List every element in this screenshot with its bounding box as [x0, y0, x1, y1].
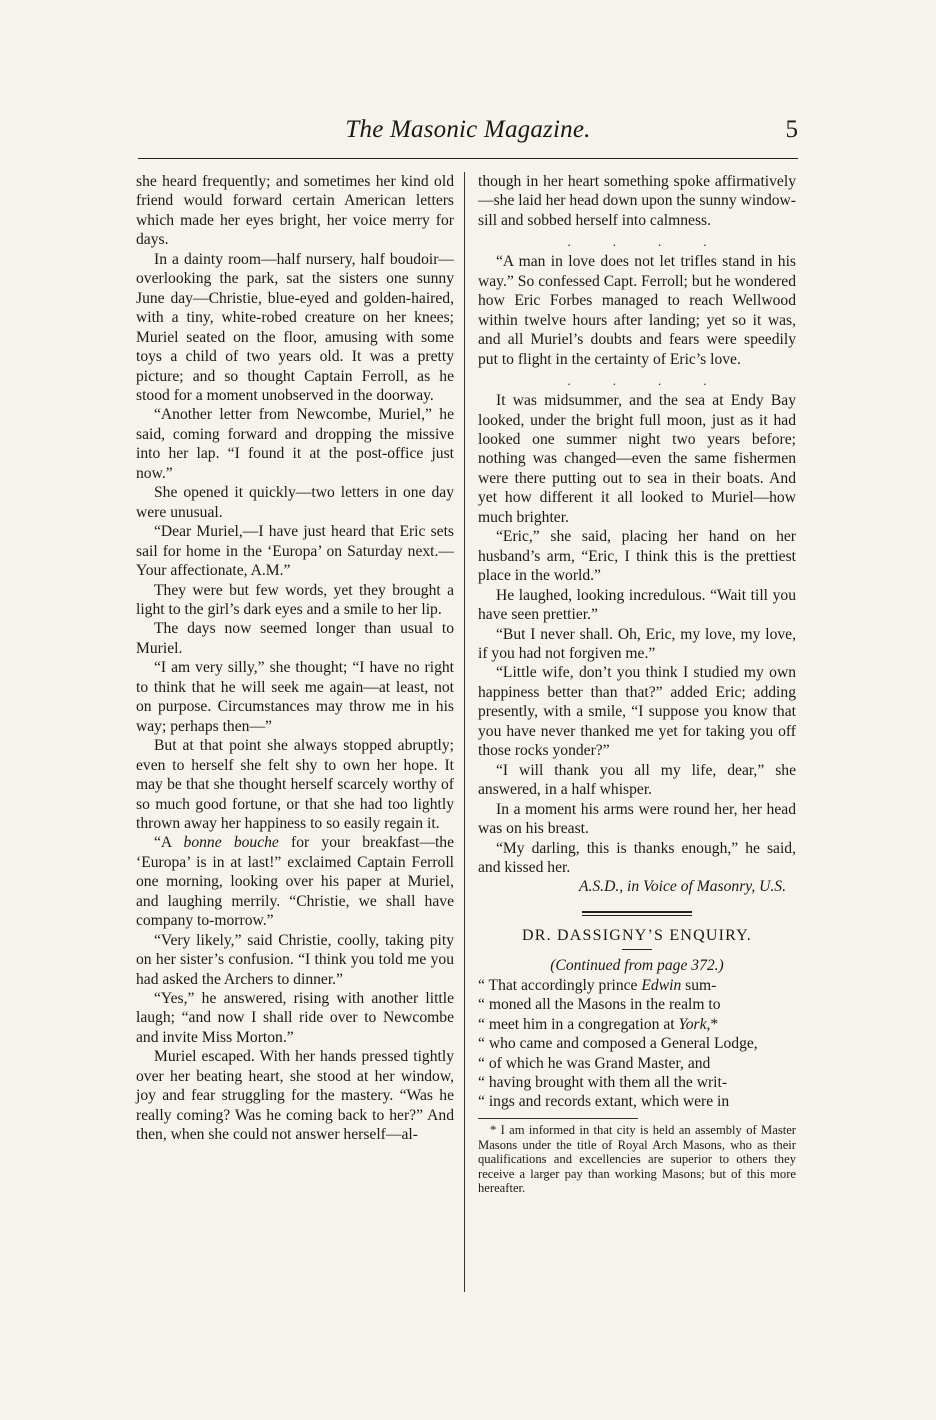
paragraph: It was midsummer, and the sea at Endy Bay looked, under the bright full moon, just as it had looked one summer night two years before; nothing was changed—even the same fishermen were there putting out to sea in their boats. And yet how different it all looked to Muriel—how much brighter. — [478, 392, 796, 526]
paragraph: she heard frequently; and sometimes her kind old friend would forward certain American letters which made her eyes bright, her voice merry for days. — [136, 173, 454, 249]
separator-dot: . — [658, 234, 662, 250]
footnote-rule — [478, 1118, 638, 1119]
separator-dot: . — [658, 373, 662, 389]
italic-phrase: bonne bouche — [183, 834, 279, 852]
paragraph: In a moment his arms were round her, her head was on his breast. — [478, 800, 796, 838]
paragraph: In a dainty room—half nursery, half boudoir—overlooking the park, sat the sisters one sunny June day—Christie, blue-eyed and golden-haired, with a tiny, white-robed creature on her knees; Muriel seated on the floor, amusing with some toys a child of two years old. It was a pretty picture; and so thought Captain Ferroll, as he stood for a moment unobserved in the doorway. — [136, 250, 454, 404]
signature-prefix: A.S.D., in — [578, 878, 644, 896]
section-rule — [582, 911, 692, 916]
separator-dot: . — [703, 234, 707, 250]
separator-dot: . — [567, 234, 571, 250]
heading-rule — [622, 949, 652, 950]
separator-dot: . — [567, 373, 571, 389]
quote-line: “ moned all the Masons in the realm to — [478, 996, 721, 1014]
quote-text: * — [710, 1015, 719, 1033]
quote-italic: York, — [678, 1015, 711, 1033]
quote-text: “ meet him in a congregation at — [478, 1015, 679, 1033]
paragraph: They were but few words, yet they brought a light to the girl’s dark eyes and a smile to her lip. — [136, 581, 454, 618]
quote-text: sum- — [681, 976, 717, 994]
paragraph: Muriel escaped. With her hands pressed tightly over her beating heart, she stood at her window, joy and fear struggling for the mastery. “Was he really coming? Was he coming back to her?” And then, when she could not answer herself—al- — [136, 1048, 454, 1144]
continued-note: (Continued from page 372.) — [550, 957, 724, 975]
paragraph: “But I never shall. Oh, Eric, my love, my love, if you had not forgiven me.” — [478, 625, 796, 662]
left-column — [136, 172, 454, 1145]
quote-line: “ of which he was Grand Master, and — [478, 1054, 711, 1072]
section-heading: DR. DASSIGNY’S ENQUIRY. — [522, 926, 752, 944]
quote-text: “ That accordingly prince — [478, 976, 642, 994]
right-column — [478, 172, 796, 1196]
paragraph: “A man in love does not let trifles stand in his way.” So confessed Capt. Ferroll; but he wondered how Eric Forbes managed to reach Wellwood within twelve hours after landing; yet so it was, and all Muriel’s doubts and fears were speedily put to flight in the certainty of Eric’s love. — [478, 253, 796, 368]
header-rule — [138, 158, 798, 159]
quote-line: “ ings and records extant, which were in — [478, 1093, 730, 1111]
quoted-passage — [478, 976, 796, 1112]
paragraph: The days now seemed longer than usual to Muriel. — [136, 620, 454, 657]
paragraph: though in her heart something spoke affirmatively—she laid her head down upon the sunny window-sill and sobbed herself into calmness. — [478, 173, 796, 229]
page-number: 5 — [785, 116, 798, 143]
paragraph: “Very likely,” said Christie, coolly, taking pity on her sister’s confusion. “I think you told me you had asked the Archers to dinner.” — [136, 931, 454, 988]
paragraph: “Dear Muriel,—I have just heard that Eric sets sail for home in the ‘Europa’ on Saturday next.—Your affectionate, A.M.” — [136, 523, 454, 580]
paragraph-bonne-bouche — [136, 833, 454, 930]
footnote-text: * I am informed in that city is held an assembly of Master Masons under the title of Royal Arch Masons, who as their qualifications and excellencies are superior to others they receive a larger pay than working Masons; but of this more hereafter. — [478, 1122, 796, 1196]
text-span: “A — [154, 834, 184, 852]
paragraph: He laughed, looking incredulous. “Wait till you have seen prettier.” — [478, 586, 796, 624]
running-title: The Masonic Magazine. — [345, 116, 591, 143]
paragraph: But at that point she always stopped abruptly; even to herself she felt shy to own her hope. It may be that she thought herself scarcely worthy of so much good fortune, or that she had too lightly thrown away her happiness to so easily regain it. — [136, 737, 454, 832]
column-divider — [464, 172, 465, 1292]
quote-italic: Edwin — [641, 976, 682, 994]
page-header — [138, 112, 798, 152]
quote-line: “ who came and composed a General Lodge, — [478, 1035, 758, 1053]
paragraph: She opened it quickly—two letters in one day were unusual. — [136, 484, 454, 521]
quote-line — [478, 1015, 796, 1034]
paragraph: “I will thank you all my life, dear,” she answered, in a half whisper. — [478, 761, 796, 799]
paragraph: “Another letter from Newcombe, Muriel,” he said, coming forward and dropping the missive into her lap. “I found it at the post-office just now.” — [136, 406, 454, 482]
quote-line — [478, 976, 796, 995]
text-span: for your breakfast—the ‘Europa’ is in at last!” exclaimed Captain Ferroll one morning, looking over his paper at Muriel, and laughing merrily. “Christie, we shall have company to-morrow.” — [136, 834, 454, 930]
paragraph: “Yes,” he answered, rising with another little laugh; “and now I shall ride over to Newcombe and invite Miss Morton.” — [136, 990, 454, 1046]
footnote — [478, 1123, 796, 1196]
paragraph: “Eric,” she said, placing her hand on her husband’s arm, “Eric, I think this is the prettiest place in the world.” — [478, 528, 796, 585]
quote-line: “ having brought with them all the writ- — [478, 1074, 728, 1092]
separator-dot: . — [703, 373, 707, 389]
paragraph: “My darling, this is thanks enough,” he said, and kissed her. — [478, 839, 796, 876]
signature — [478, 877, 796, 896]
paragraph: “I am very silly,” she thought; “I have no right to think that he will seek me again—at least, not on purpose. Circumstances may throw me in his way; perhaps then—” — [136, 659, 454, 735]
paragraph: “Little wife, don’t you think I studied my own happiness better than that?” added Eric; adding presently, with a smile, “I suppose you know that you have never thanked me yet for taking you off those rocks yonder?” — [478, 664, 796, 760]
separator-dot: . — [612, 373, 616, 389]
separator-dot: . — [612, 234, 616, 250]
section-separator — [478, 232, 796, 252]
section-separator — [478, 371, 796, 391]
signature-source: Voice of Masonry, U.S. — [643, 878, 786, 896]
